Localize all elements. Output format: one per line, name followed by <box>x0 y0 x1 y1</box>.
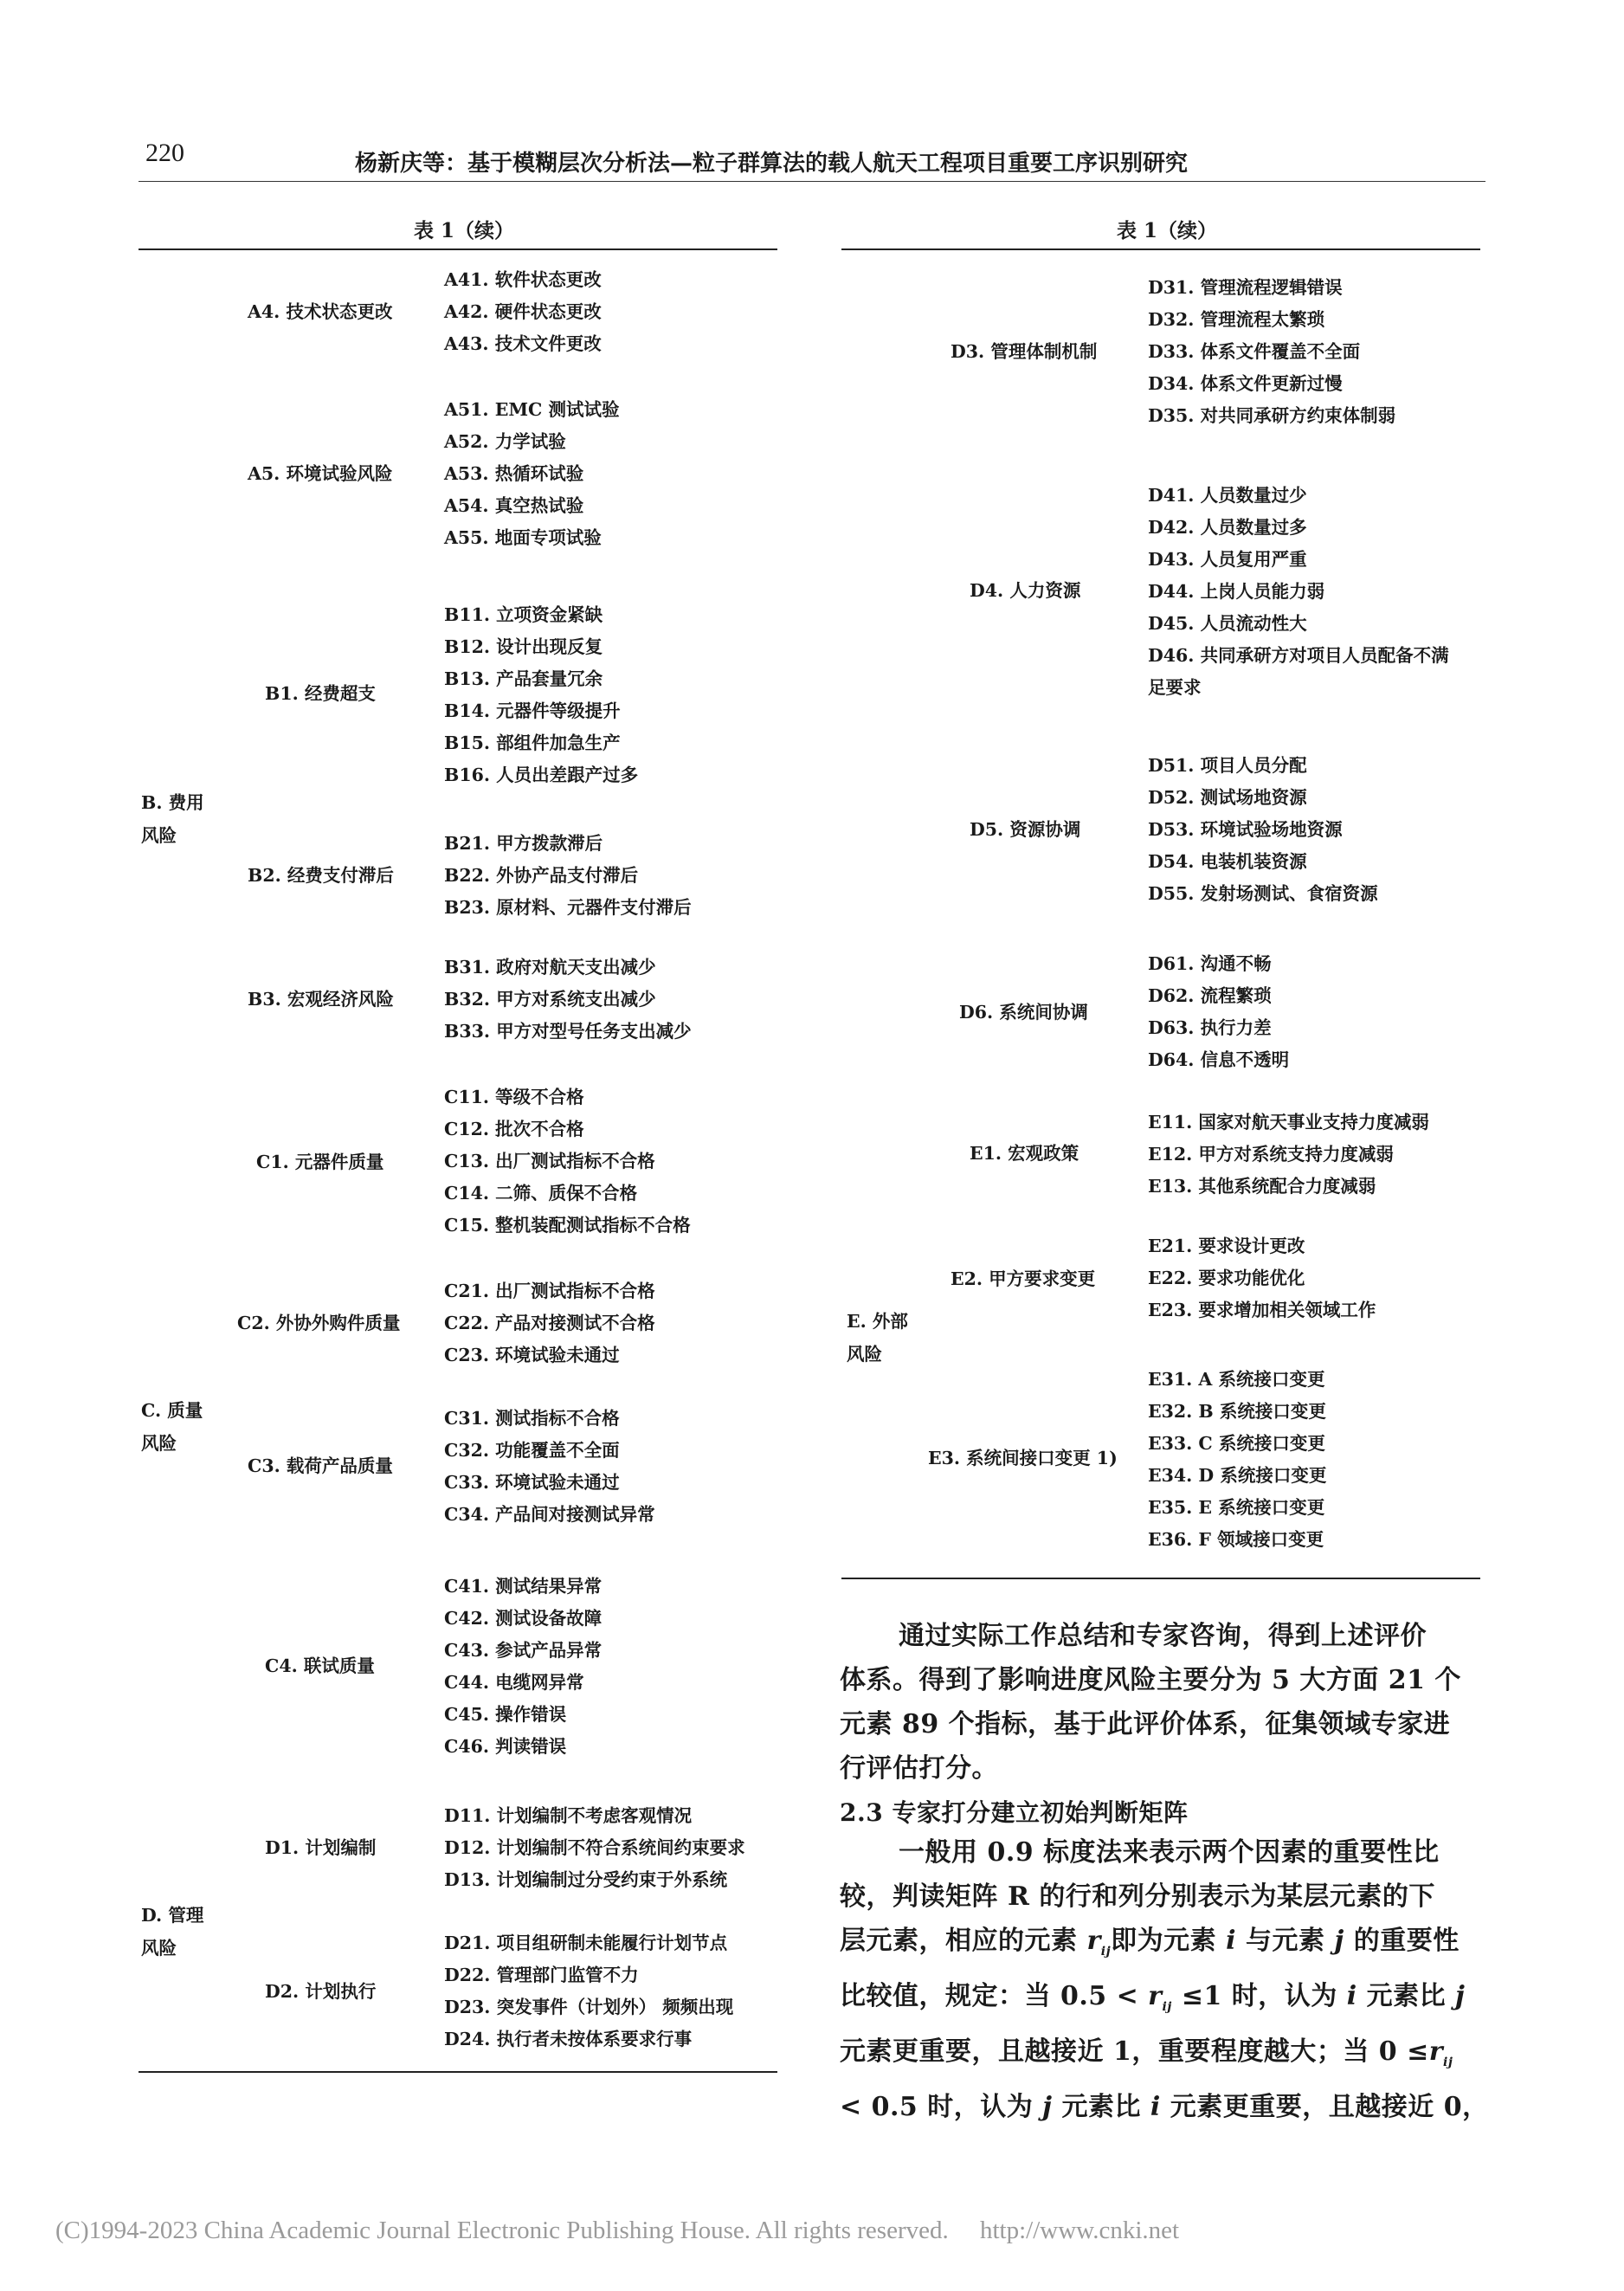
left-table-bottom-rule <box>139 2071 777 2073</box>
body-paragraph-1 <box>840 1614 1491 1791</box>
running-title: 杨新庆等：基于模糊层次分析法—粒子群算法的载人航天工程项目重要工序识别研究 <box>355 151 1189 177</box>
para1-line-3: 元素 89 个指标，基于此评价体系，征集领域专家进 <box>840 1709 1451 1739</box>
item-e31: E31. A 系统接口变更 <box>1148 1369 1325 1390</box>
item-a52: A52. 力学试验 <box>444 431 566 452</box>
j-var-2: j <box>1455 1981 1466 2011</box>
group-a5: A5. 环境试验风险 <box>248 463 393 484</box>
item-d62: D62. 流程繁琐 <box>1148 985 1272 1006</box>
p2-l4a: 比较值，规定：当 0.5 < <box>840 1981 1149 2011</box>
item-a43: A43. 技术文件更改 <box>444 333 602 354</box>
group-d6: D6. 系统间协调 <box>959 1002 1088 1023</box>
ij-sub-2: ij <box>1162 2000 1172 2014</box>
item-c43: C43. 参试产品异常 <box>444 1640 603 1661</box>
item-d23: D23. 突发事件（计划外） 频频出现 <box>444 1997 734 2017</box>
group-e1: E1. 宏观政策 <box>970 1143 1079 1164</box>
item-e36: E36. F 领域接口变更 <box>1148 1529 1324 1550</box>
items-b3 <box>444 952 692 1048</box>
para2-line-1: 一般用 0.9 标度法来表示两个因素的重要性比 <box>899 1837 1440 1868</box>
item-b13: B13. 产品套量冗余 <box>444 668 603 689</box>
group-b3: B3. 宏观经济风险 <box>248 989 394 1010</box>
items-c2 <box>444 1275 655 1371</box>
items-d1 <box>444 1800 745 1896</box>
item-d64: D64. 信息不透明 <box>1148 1049 1290 1070</box>
item-d34: D34. 体系文件更新过慢 <box>1148 373 1343 394</box>
group-e3: E3. 系统间接口变更 1) <box>928 1448 1118 1468</box>
group-d5: D5. 资源协调 <box>970 819 1081 840</box>
item-c45: C45. 操作错误 <box>444 1704 567 1725</box>
p2-l3d: 的重要性 <box>1344 1926 1460 1956</box>
footer <box>55 2217 1179 2245</box>
right-table-top-rule <box>841 248 1480 250</box>
items-a5 <box>444 394 619 554</box>
item-a41: A41. 软件状态更改 <box>444 269 602 290</box>
ij-sub-3: ij <box>1443 2055 1453 2069</box>
i-var-2: i <box>1346 1981 1357 2011</box>
group-e2: E2. 甲方要求变更 <box>951 1268 1096 1289</box>
item-e33: E33. C 系统接口变更 <box>1148 1433 1325 1454</box>
r-var-2: r <box>1148 1981 1163 2011</box>
group-d2: D2. 计划执行 <box>265 1981 377 2002</box>
items-d2 <box>444 1927 733 2055</box>
item-a55: A55. 地面专项试验 <box>444 527 602 548</box>
item-e34: E34. D 系统接口变更 <box>1148 1465 1327 1486</box>
para1-line-4: 行评估打分。 <box>840 1753 998 1784</box>
item-b23: B23. 原材料、元器件支付滞后 <box>444 897 692 918</box>
item-d52: D52. 测试场地资源 <box>1148 787 1307 808</box>
items-d4 <box>1148 480 1449 704</box>
header-rule <box>139 181 1485 182</box>
p2-l3b: 即为元素 <box>1111 1926 1227 1956</box>
group-d4: D4. 人力资源 <box>970 580 1081 601</box>
item-e32: E32. B 系统接口变更 <box>1148 1401 1326 1422</box>
r-var: r <box>1086 1926 1101 1956</box>
level1-management-risk: D. 管理 风险 <box>141 1905 204 1959</box>
item-d45: D45. 人员流动性大 <box>1148 613 1307 634</box>
item-e22: E22. 要求功能优化 <box>1148 1268 1305 1288</box>
item-b21: B21. 甲方拨款滞后 <box>444 833 603 854</box>
group-c1: C1. 元器件质量 <box>256 1152 384 1172</box>
item-b33: B33. 甲方对型号任务支出减少 <box>444 1021 692 1042</box>
para2-line-2: 较，判读矩阵 R 的行和列分别表示为某层元素的下 <box>840 1881 1435 1912</box>
item-d42: D42. 人员数量过多 <box>1148 517 1307 538</box>
p2-l4b: ≤1 时，认为 <box>1171 1981 1347 2011</box>
items-d5 <box>1148 750 1378 910</box>
footer-copyright: (C)1994-2023 China Academic Journal Electronic Publishing House. All rights reserved. <box>55 2217 949 2244</box>
item-b15: B15. 部组件加急生产 <box>444 732 621 753</box>
para2-line-6 <box>840 2085 1491 2129</box>
item-c22: C22. 产品对接测试不合格 <box>444 1313 655 1333</box>
item-d46: D46. 共同承研方对项目人员配备不满 <box>1148 645 1449 666</box>
item-c41: C41. 测试结果异常 <box>444 1576 603 1597</box>
item-d22: D22. 管理部门监管不力 <box>444 1965 639 1985</box>
items-e3 <box>1148 1364 1326 1556</box>
item-c11: C11. 等级不合格 <box>444 1087 584 1107</box>
group-c2: C2. 外协外购件质量 <box>237 1313 401 1333</box>
item-d13: D13. 计划编制过分受约束于外系统 <box>444 1869 728 1890</box>
items-c1 <box>444 1081 691 1242</box>
item-d54: D54. 电装机装资源 <box>1148 851 1307 872</box>
item-b16: B16. 人员出差跟产过多 <box>444 765 639 785</box>
items-b2 <box>444 828 692 924</box>
p2-l5a: 元素更重要，且越接近 1，重要程度越大；当 0 ≤ <box>840 2036 1429 2067</box>
item-e23: E23. 要求增加相关领域工作 <box>1148 1300 1376 1320</box>
item-d35: D35. 对共同承研方约束体制弱 <box>1148 405 1396 426</box>
item-c44: C44. 电缆网异常 <box>444 1672 584 1693</box>
items-d3 <box>1148 272 1395 432</box>
item-a51: A51. EMC 测试试验 <box>444 399 620 420</box>
items-a4 <box>444 264 602 360</box>
j-var: j <box>1334 1926 1344 1956</box>
para2-line-4 <box>840 1974 1491 2030</box>
body-paragraph-2 <box>840 1830 1491 2129</box>
item-c14: C14. 二筛、质保不合格 <box>444 1183 638 1204</box>
p2-l6a: < 0.5 时，认为 <box>840 2092 1043 2122</box>
p2-l3c: 与元素 <box>1236 1926 1335 1956</box>
item-b11: B11. 立项资金紧缺 <box>444 604 603 625</box>
item-d32: D32. 管理流程太繁琐 <box>1148 309 1325 330</box>
items-c4 <box>444 1571 602 1763</box>
para2-line-3 <box>840 1919 1491 1974</box>
item-d53: D53. 环境试验场地资源 <box>1148 819 1343 840</box>
group-b2: B2. 经费支付滞后 <box>248 865 394 886</box>
item-e35: E35. E 系统接口变更 <box>1148 1497 1325 1518</box>
section-heading: 2.3 专家打分建立初始判断矩阵 <box>840 1798 1189 1827</box>
item-b32: B32. 甲方对系统支出减少 <box>444 989 656 1010</box>
item-e12: E12. 甲方对系统支持力度减弱 <box>1148 1144 1394 1165</box>
items-d6 <box>1148 948 1289 1076</box>
para1-line-2: 体系。得到了影响进度风险主要分为 5 大方面 21 个 <box>840 1665 1461 1695</box>
level1-cost-risk: B. 费用 风险 <box>141 792 204 846</box>
item-a42: A42. 硬件状态更改 <box>444 301 602 322</box>
item-c33: C33. 环境试验未通过 <box>444 1472 620 1493</box>
ij-sub: ij <box>1100 1945 1112 1959</box>
j-var-3: j <box>1042 2092 1053 2122</box>
item-c46: C46. 判读错误 <box>444 1736 567 1757</box>
item-c32: C32. 功能覆盖不全面 <box>444 1440 620 1461</box>
item-c31: C31. 测试指标不合格 <box>444 1408 620 1429</box>
item-c34: C34. 产品间对接测试异常 <box>444 1504 655 1525</box>
item-d43: D43. 人员复用严重 <box>1148 549 1307 570</box>
item-c13: C13. 出厂测试指标不合格 <box>444 1151 655 1171</box>
group-c4: C4. 联试质量 <box>265 1655 375 1676</box>
item-c42: C42. 测试设备故障 <box>444 1608 603 1629</box>
item-d11: D11. 计划编制不考虑客观情况 <box>444 1805 693 1826</box>
item-d41: D41. 人员数量过少 <box>1148 485 1307 506</box>
page-number: 220 <box>145 139 184 167</box>
p2-l4c: 元素比 <box>1357 1981 1456 2011</box>
item-e11: E11. 国家对航天事业支持力度减弱 <box>1148 1112 1429 1133</box>
item-b22: B22. 外协产品支付滞后 <box>444 865 639 886</box>
item-e13: E13. 其他系统配合力度减弱 <box>1148 1176 1376 1197</box>
item-b14: B14. 元器件等级提升 <box>444 700 621 721</box>
group-d3: D3. 管理体制机制 <box>951 341 1098 362</box>
level1-external-risk: E. 外部 风险 <box>847 1311 908 1365</box>
item-d12: D12. 计划编制不符合系统间约束要求 <box>444 1837 745 1858</box>
item-b12: B12. 设计出现反复 <box>444 636 603 657</box>
right-table-bottom-rule <box>841 1578 1480 1579</box>
r-var-3: r <box>1428 2036 1444 2067</box>
items-b1 <box>444 599 638 791</box>
footer-url[interactable]: http://www.cnki.net <box>979 2217 1180 2244</box>
item-d46-cont: 足要求 <box>1148 677 1202 698</box>
item-d31: D31. 管理流程逻辑错误 <box>1148 277 1343 298</box>
item-e21: E21. 要求设计更改 <box>1148 1236 1305 1256</box>
group-a4: A4. 技术状态更改 <box>248 301 393 322</box>
para1-line-1: 通过实际工作总结和专家咨询，得到上述评价 <box>899 1621 1427 1651</box>
items-e2 <box>1148 1230 1376 1326</box>
item-d33: D33. 体系文件覆盖不全面 <box>1148 341 1361 362</box>
item-d61: D61. 沟通不畅 <box>1148 953 1272 974</box>
item-d21: D21. 项目组研制未能履行计划节点 <box>444 1933 728 1953</box>
i-var: i <box>1226 1926 1237 1956</box>
p2-l3a: 层元素，相应的元素 <box>840 1926 1087 1956</box>
level1-quality-risk: C. 质量 风险 <box>141 1400 203 1454</box>
item-c21: C21. 出厂测试指标不合格 <box>444 1281 655 1301</box>
item-d63: D63. 执行力差 <box>1148 1017 1272 1038</box>
left-table-top-rule <box>139 248 777 250</box>
items-c3 <box>444 1403 655 1531</box>
i-var-3: i <box>1150 2092 1161 2122</box>
group-d1: D1. 计划编制 <box>265 1837 377 1858</box>
group-b1: B1. 经费超支 <box>265 683 376 704</box>
item-d24: D24. 执行者未按体系要求行事 <box>444 2029 693 2049</box>
item-b31: B31. 政府对航天支出减少 <box>444 957 656 978</box>
group-c3: C3. 载荷产品质量 <box>248 1455 393 1476</box>
p2-l6c: 元素更重要，且越接近 0， <box>1160 2092 1489 2122</box>
item-a53: A53. 热循环试验 <box>444 463 584 484</box>
item-c12: C12. 批次不合格 <box>444 1119 584 1139</box>
item-d51: D51. 项目人员分配 <box>1148 755 1307 776</box>
item-d44: D44. 上岗人员能力弱 <box>1148 581 1325 602</box>
item-c15: C15. 整机装配测试指标不合格 <box>444 1215 691 1236</box>
items-e1 <box>1148 1107 1429 1203</box>
item-a54: A54. 真空热试验 <box>444 495 584 516</box>
item-c23: C23. 环境试验未通过 <box>444 1345 620 1365</box>
p2-l6b: 元素比 <box>1052 2092 1150 2122</box>
item-d55: D55. 发射场测试、食宿资源 <box>1148 883 1378 904</box>
left-table-title: 表 1（续） <box>414 219 515 242</box>
para2-line-5 <box>840 2030 1491 2085</box>
right-table-title: 表 1（续） <box>1117 219 1218 242</box>
